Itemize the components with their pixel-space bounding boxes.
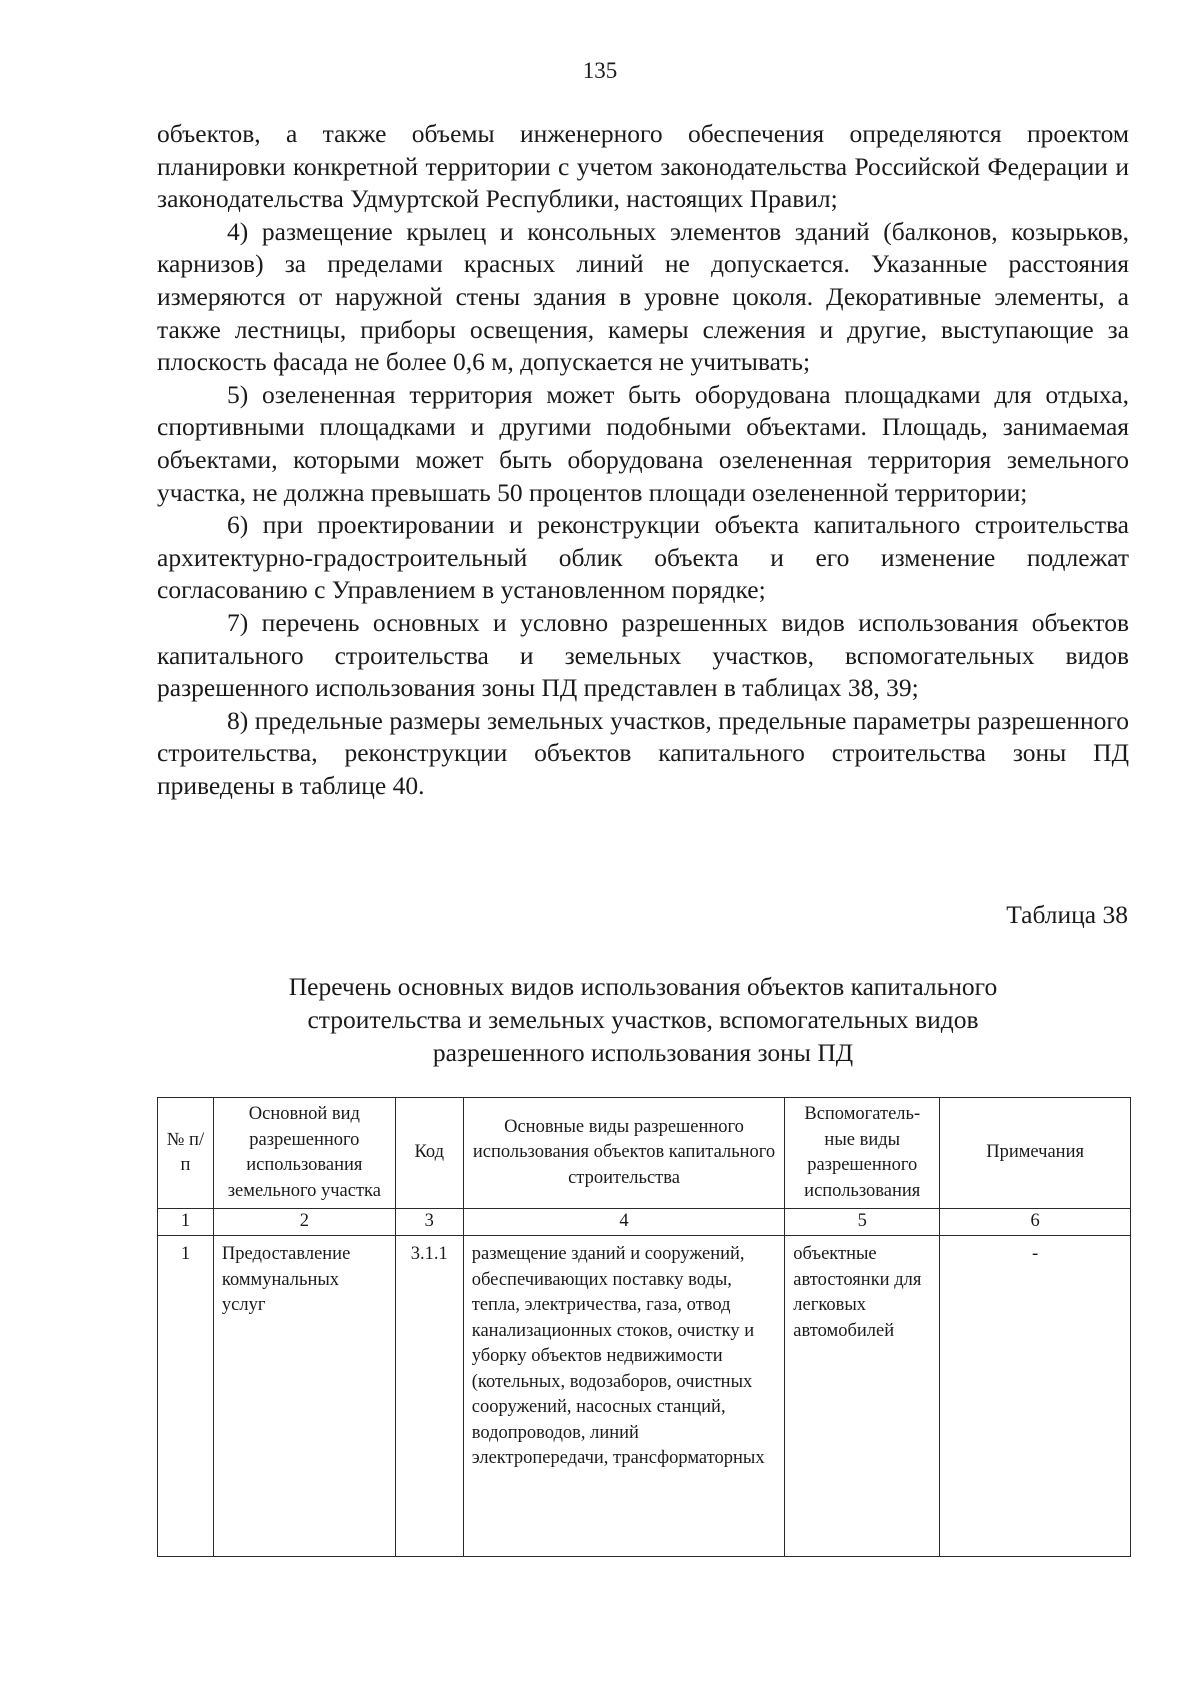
column-number-cell: 3 — [395, 1209, 463, 1236]
column-number-cell: 4 — [463, 1209, 785, 1236]
column-number-cell: 1 — [158, 1209, 214, 1236]
paragraph-continuation: объектов, а также объемы инженерного обеспечения определяются проектом планировки конкретной территории с учетом законодательства Российской Федерации и законодательства Удмуртской Республики, настоящих Правил; — [157, 119, 1129, 214]
paragraph-item-6: 6) при проектировании и реконструкции объекта капитального строительства архитектурно-градостроительный облик объекта и его изменение подлежат согласованию с Управлением в установленном порядке; — [157, 510, 1129, 605]
land-use-table — [157, 1097, 1131, 1557]
table-title-line: Перечень основных видов использования объектов капитального — [288, 972, 998, 1001]
notes-cell: - — [940, 1236, 1131, 1557]
table-title — [157, 970, 1129, 1069]
header-cell-code: Код — [395, 1098, 463, 1209]
header-cell-main-kind: Основной вид разрешенного использования земельного участка — [213, 1098, 395, 1209]
header-cell-notes: Примечания — [940, 1098, 1131, 1209]
main-kind-cell: Предоставление коммунальных услуг — [213, 1236, 395, 1557]
table-label: Таблица 38 — [1006, 900, 1128, 929]
code-cell: 3.1.1 — [395, 1236, 463, 1557]
header-cell-num: № п/п — [158, 1098, 214, 1209]
table-title-line: строительства и земельных участков, вспомогательных видов — [307, 1005, 979, 1034]
main-uses-cell: размещение зданий и сооружений, обеспечивающих поставку воды, тепла, электричества, газа, отвод канализационных стоков, очистку и уборку объектов недвижимости (котельных, водозаборов, очистных сооружений, насосных станций, водопроводов, линий электропередачи, трансформаторных — [463, 1236, 785, 1557]
paragraph-item-8: 8) предельные размеры земельных участков, предельные параметры разрешенного строительства, реконструкции объектов капитального строительства зоны ПД приведены в таблице 40. — [157, 705, 1129, 800]
header-cell-aux-uses: Вспомогатель-ные виды разрешенного использования — [785, 1098, 940, 1209]
column-number-cell: 6 — [940, 1209, 1131, 1236]
paragraph-item-4: 4) размещение крылец и консольных элементов зданий (балконов, козырьков, карнизов) за пределами красных линий не допускается. Указанные расстояния измеряются от наружной стены здания в уровне цоколя. Декоративные элементы, а также лестницы, приборы освещения, камеры слежения и другие, выступающие за плоскость фасада не более 0,6 м, допускается не учитывать; — [157, 216, 1129, 377]
column-number-cell: 5 — [785, 1209, 940, 1236]
page-number: 135 — [582, 58, 618, 83]
table-row — [158, 1236, 1131, 1557]
body-text — [157, 118, 1129, 802]
aux-uses-cell: объектные автостоянки для легковых автомобилей — [785, 1236, 940, 1557]
row-number-cell: 1 — [158, 1236, 214, 1557]
column-number-cell: 2 — [213, 1209, 395, 1236]
paragraph-item-5: 5) озелененная территория может быть оборудована площадками для отдыха, спортивными площадками и другими подобными объектами. Площадь, занимаемая объектами, которыми может быть оборудована озелененная территория земельного участка, не должна превышать 50 процентов площади озелененной территории; — [157, 379, 1129, 507]
paragraph-item-7: 7) перечень основных и условно разрешенных видов использования объектов капитального строительства и земельных участков, вспомогательных видов разрешенного использования зоны ПД представлен в таблицах 38, 39; — [157, 607, 1129, 703]
header-cell-main-uses: Основные виды разрешенного использования объектов капитального строительства — [463, 1098, 785, 1209]
column-number-row — [158, 1209, 1131, 1236]
table-title-line: разрешенного использования зоны ПД — [432, 1038, 854, 1067]
table-header-row — [158, 1098, 1131, 1209]
